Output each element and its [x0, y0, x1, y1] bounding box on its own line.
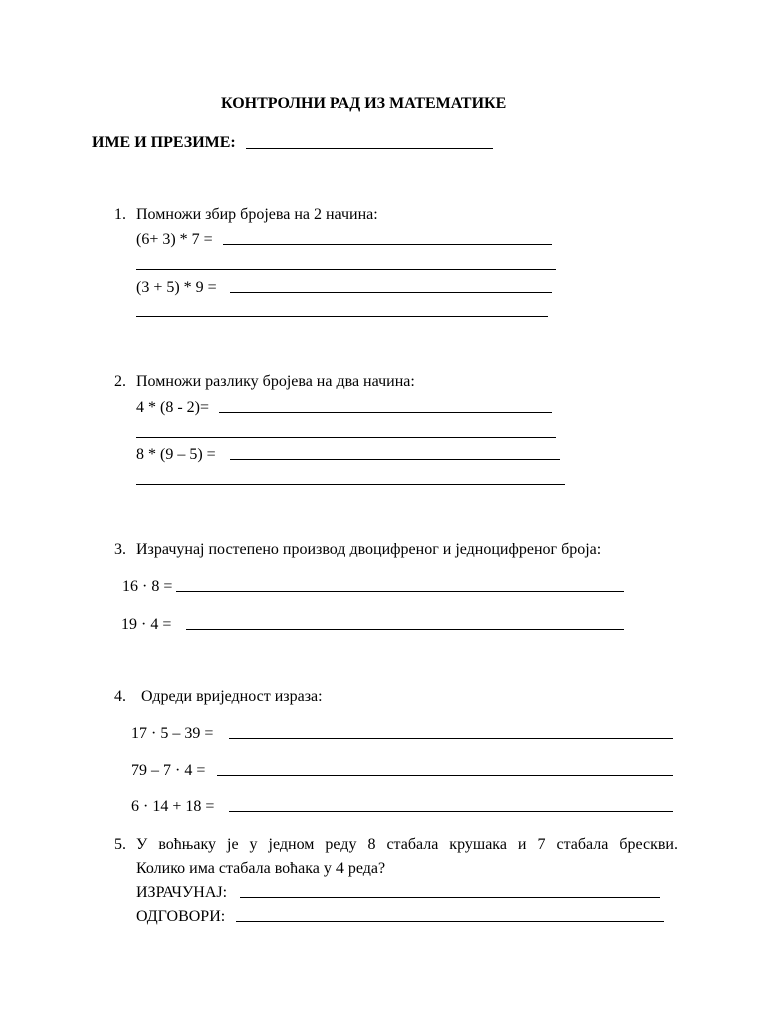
task-5-calc-label: ИЗРАЧУНАЈ: — [136, 884, 228, 901]
task-2-expression-2: 8 * (9 – 5) = — [136, 446, 216, 463]
task-1-expression-1: (6+ 3) * 7 = — [136, 231, 213, 248]
task-4-answer-line-3[interactable] — [229, 811, 673, 812]
task-5-prompt-line-2: Колико има стабала воћака у 4 реда? — [136, 860, 386, 877]
task-1-answer-line-1[interactable] — [223, 244, 552, 245]
name-label: ИМЕ И ПРЕЗИМЕ: — [92, 134, 236, 151]
task-4-answer-line-2[interactable] — [217, 775, 673, 776]
task-1-answer-line-4[interactable] — [136, 316, 548, 317]
task-3-expression-1: 16 · 8 = — [122, 578, 173, 595]
task-4-answer-line-1[interactable] — [229, 738, 673, 739]
task-4-expression-1: 17 · 5 – 39 = — [131, 725, 214, 742]
task-5-number: 5. — [114, 836, 126, 853]
task-5-answer-label: ОДГОВОРИ: — [136, 908, 226, 925]
task-5-prompt-line-1: У воћњаку је у једном реду 8 стабала крушака и 7 стабала брескви. — [136, 836, 678, 853]
task-5-answer-line[interactable] — [236, 921, 664, 922]
task-2-answer-line-3[interactable] — [230, 459, 560, 460]
name-field[interactable] — [246, 148, 493, 149]
task-3-prompt: Израчунај постепено производ двоцифреног и једноцифреног броја: — [136, 541, 602, 558]
task-4-number: 4. — [114, 688, 126, 705]
task-4-prompt: Одреди вриједност израза: — [141, 688, 323, 705]
task-5-calc-line[interactable] — [240, 897, 660, 898]
task-4-expression-2: 79 – 7 · 4 = — [131, 762, 206, 779]
task-1-answer-line-2[interactable] — [136, 269, 556, 270]
task-2-answer-line-4[interactable] — [136, 484, 565, 485]
task-2-answer-line-2[interactable] — [136, 437, 556, 438]
task-3-answer-line-2[interactable] — [186, 629, 624, 630]
task-3-number: 3. — [114, 541, 126, 558]
task-2-number: 2. — [114, 373, 126, 390]
task-2-prompt: Помножи разлику бројева на два начина: — [136, 373, 415, 390]
task-1-prompt: Помножи збир бројева на 2 начина: — [136, 206, 378, 223]
task-2-expression-1: 4 * (8 - 2)= — [136, 399, 210, 416]
page-title: КОНТРОЛНИ РАД ИЗ МАТЕМАТИКЕ — [221, 95, 507, 112]
task-3-answer-line-1[interactable] — [176, 591, 624, 592]
task-2-answer-line-1[interactable] — [219, 412, 552, 413]
task-1-answer-line-3[interactable] — [230, 292, 552, 293]
task-3-expression-2: 19 · 4 = — [121, 616, 172, 633]
task-1-number: 1. — [114, 206, 126, 223]
task-1-expression-2: (3 + 5) * 9 = — [136, 279, 217, 296]
task-4-expression-3: 6 · 14 + 18 = — [131, 798, 215, 815]
